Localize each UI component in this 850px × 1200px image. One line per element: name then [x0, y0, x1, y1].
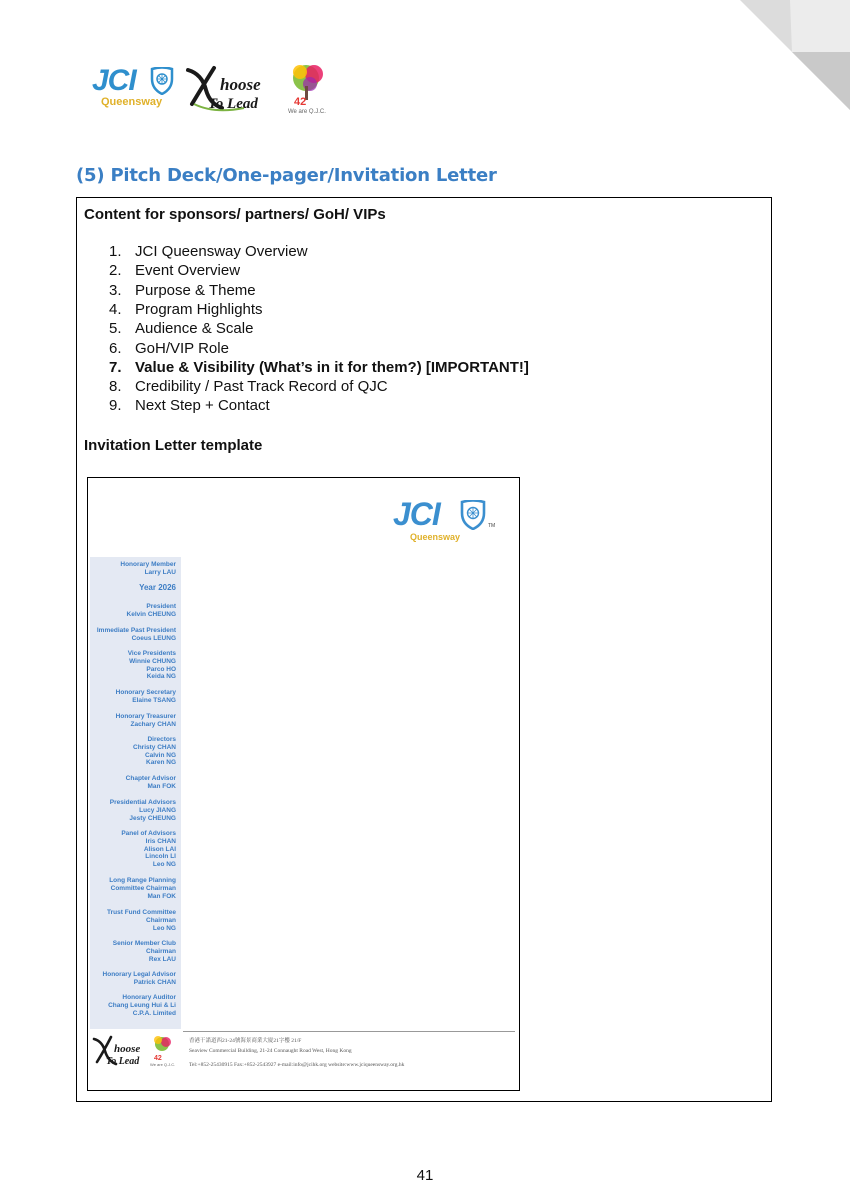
we-are-qjc-number: 42 — [154, 1055, 162, 1062]
sidebar-entry: Senior Member Club Chairman Rex LAU — [112, 940, 176, 963]
we-are-qjc-number: 42 — [294, 96, 307, 108]
sidebar-entry: Long Range Planning Committee Chairman Man FOK — [109, 877, 176, 900]
choose-text: hoose — [114, 1043, 141, 1055]
letter-jci-logo — [393, 496, 503, 548]
choose-text: hoose — [220, 75, 261, 94]
letter-sidebar-officers — [90, 557, 181, 1029]
jci-logo-text: JCI — [92, 64, 136, 97]
sidebar-year: Year 2026 — [139, 583, 176, 592]
content-heading: Content for sponsors/ partners/ GoH/ VIPs — [84, 206, 386, 223]
template-heading: Invitation Letter template — [84, 437, 263, 454]
sidebar-entry: Vice Presidents Winnie CHUNG Parco HO Keida NG — [127, 650, 176, 681]
we-are-qjc-logo — [284, 62, 332, 114]
we-are-qjc-text: We are Q.J.C. — [150, 1062, 176, 1067]
header-logos — [90, 62, 340, 114]
footer-english-address: Seaview Commercial Building, 21-24 Connaught Road West, Hong Kong — [189, 1048, 352, 1054]
we-are-qjc-text: We are Q.J.C. — [288, 109, 326, 114]
to-lead-text: To Lead — [208, 96, 258, 112]
sidebar-entry: Honorary Treasurer Zachary CHAN — [115, 713, 176, 728]
letter-logo-subtitle: Queensway — [410, 532, 461, 542]
page-number: 41 — [416, 1167, 434, 1184]
to-lead-text: To Lead — [106, 1056, 140, 1067]
letter-footer-divider — [183, 1031, 515, 1032]
sidebar-entry: Chapter Advisor Man FOK — [125, 775, 176, 790]
sidebar-entry: Honorary Auditor Chang Leung Hui & Li C.P.A. Limited — [108, 994, 176, 1017]
sidebar-entry: Honorary Member Larry LAU — [120, 561, 176, 576]
content-box: Content for sponsors/ partners/ GoH/ VIPs 1. JCI Queensway Overview 2. Event Overview 3. Purpose & Theme 4. Program Highlights 5. Audience & Scale 6. GoH/VIP Role 7. Value & Visibility (What’s in it for them?) [IMPORTANT!] 8. Credibility / Past Track Record of QJC 9. Next Step + Contact Invitation Letter template JCI TM Queensway Honorary Member Larry LAU Year 2026 President Kelvin CHEUNG Immediate Past President Coeus LEUNG Vice Presidents Winnie CHUNG Parco HO Keida NG Honorary Secretary Elaine TSANG Honorary Treasurer Zachary CHAN Directors Christy CHAN Calvin NG Karen NG Chapter Advisor Man FOK Presidential Advisors Lucy JIANG Jesty CHEUNG Panel of Advisors Iris CHAN Alison LAI Lincoln LI Leo NG Long Range Planning Committee Chairman Man FOK Trust Fund Committee Chairman Leo NG Senior Member Club Chairman Rex LAU Honorary Legal Advisor Patrick CHAN Honorary Auditor Chang Leung Hui & Li C.P.A. Limited hoose To Lead 42 We are Q.J.C. 香港干諾道西21-24號海景商業大廈21字樓 21/F Seaview Commercial Building, 21-24 Connaught Road West, Hong Kong Tel:+852-25430915 Fax:+852-2543927 e-mail:info@jcihk.org website:www.jciqueensway.org.hk — [76, 197, 772, 1102]
footer-contact-details: Tel:+852-25430915 Fax:+852-2543927 e-mail:info@jcihk.org website:www.jciqueensway.org.hk — [189, 1062, 405, 1068]
sidebar-entry: Trust Fund Committee Chairman Leo NG — [107, 909, 176, 932]
page-corner-decoration — [740, 0, 850, 110]
sidebar-entry: Immediate Past President Coeus LEUNG — [96, 627, 176, 642]
choose-to-lead-logo — [184, 64, 284, 114]
section-title: (5) Pitch Deck/One-pager/Invitation Letter — [76, 165, 497, 186]
sidebar-entry: President Kelvin CHEUNG — [126, 603, 176, 618]
sidebar-entry: Presidential Advisors Lucy JIANG Jesty CHEUNG — [109, 799, 176, 822]
jci-queensway-logo — [90, 64, 182, 112]
sidebar-entry: Honorary Secretary Elaine TSANG — [115, 689, 176, 704]
sidebar-entry: Directors Christy CHAN Calvin NG Karen NG — [133, 736, 176, 767]
invitation-letter-template — [87, 477, 520, 1091]
sidebar-entry: Panel of Advisors Iris CHAN Alison LAI Lincoln LI Leo NG — [121, 830, 176, 869]
letter-footer-logos — [92, 1035, 184, 1069]
sidebar-entry: Honorary Legal Advisor Patrick CHAN — [102, 971, 176, 986]
trademark-mark: TM — [488, 523, 496, 529]
letter-logo-text: JCI — [393, 496, 440, 532]
footer-chinese-address: 香港干諾道西21-24號海景商業大廈21字樓 21/F — [189, 1038, 302, 1044]
jci-logo-subtitle: Queensway — [101, 96, 163, 108]
jci-shield-icon — [150, 67, 174, 95]
jci-shield-icon — [460, 500, 486, 530]
